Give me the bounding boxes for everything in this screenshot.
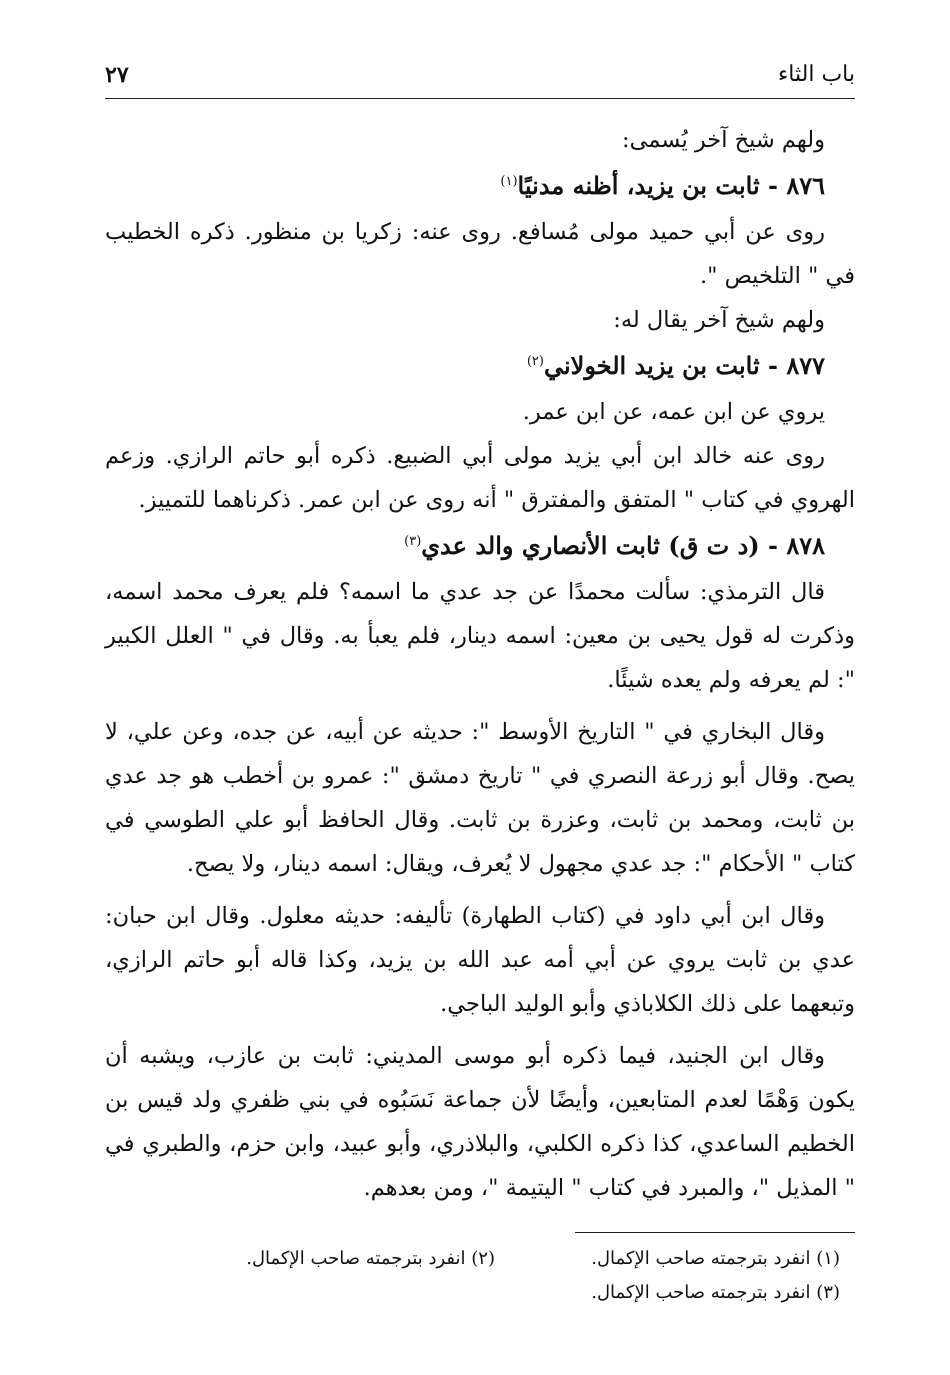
- paragraph-876-narration: روى عن أبي حميد مولى مُسافع. روى عنه: زكريا بن منظور. ذكره الخطيب في " التلخيص ".: [105, 219, 855, 289]
- footnote-ref-2: (٢): [526, 354, 544, 369]
- footnote-ref-1: (١): [500, 174, 518, 189]
- footnote-2: (٢) انفرد بترجمته صاحب الإكمال.: [246, 1248, 495, 1269]
- paragraph-878-tirmidhi: قال الترمذي: سألت محمدًا عن جد عدي ما اسمه؟ فلم يعرف محمد اسمه، وذكرت له قول يحيى بن معين: اسمه دينار، فلم يعبأ به. وقال في " العلل الكبير ": لم يعرفه ولم يعده شيئًا.: [105, 579, 855, 693]
- chapter-title: باب الثاء: [777, 62, 855, 87]
- footnote-ref-3: (٣): [404, 534, 422, 549]
- entry-heading-877: [105, 342, 855, 390]
- paragraph-878-bukhari: وقال البخاري في " التاريخ الأوسط ": حديثه عن أبيه، عن جده، وعن علي، لا يصح. وقال أبو زرعة النصري في " تاريخ دمشق ": عمرو بن أخطب هو جد عدي بن ثابت، ومحمد بن ثابت، وعزرة بن ثابت. وقال الحافظ أبو علي الطوسي في كتاب " الأحكام ": جد عدي مجهول لا يُعرف، ويقال: اسمه دينار، ولا يصح.: [105, 719, 855, 877]
- entry-heading-878-text: ٨٧٨ - (د ت ق) ثابت الأنصاري والد عدي: [421, 531, 825, 560]
- entry-heading-876: [105, 162, 855, 210]
- footnote-row-2: [105, 1276, 855, 1310]
- page-number: ٢٧: [105, 62, 129, 88]
- entry-heading-876-text: ٨٧٦ - ثابت بن يزيد، أظنه مدنيًا: [517, 171, 825, 200]
- footnote-3: (٣) انفرد بترجمته صاحب الإكمال.: [591, 1282, 840, 1303]
- footnote-row-1: [105, 1242, 855, 1276]
- paragraph-878-ibn-abi-dawud: وقال ابن أبي داود في (كتاب الطهارة) تأليفه: حديثه معلول. وقال ابن حبان: عدي بن ثابت يروي عن أبي أمه عبد الله بن يزيد، وكذا قاله أبو حاتم الرازي، وتبعهما على ذلك الكلاباذي وأبو الوليد الباجي.: [105, 903, 855, 1017]
- footnote-1: (١) انفرد بترجمته صاحب الإكمال.: [591, 1248, 840, 1269]
- paragraph-intro-877: ولهم شيخ آخر يقال له:: [613, 307, 825, 333]
- entry-heading-878: [105, 522, 855, 570]
- paragraph-877-narration: روى عنه خالد ابن أبي يزيد مولى أبي الضبيع. ذكره أبو حاتم الرازي. وزعم الهروي في كتاب " المتفق والمفترق " أنه روى عن ابن عمر. ذكرناهما للتمييز.: [105, 443, 855, 513]
- main-text: [105, 118, 855, 1210]
- running-header: [105, 58, 855, 99]
- footnote-divider: [575, 1232, 855, 1233]
- paragraph-877-transmits: يروي عن ابن عمه، عن ابن عمر.: [522, 399, 825, 425]
- footnotes: [105, 1242, 855, 1310]
- paragraph-878-ibn-al-junayd: وقال ابن الجنيد، فيما ذكره أبو موسى المديني: ثابت بن عازب، ويشبه أن يكون وَهْمًا لعدم المتابعين، وأيضًا لأن جماعة نَسَبُوه في بني ظفري ولد قيس بن الخطيم الساعدي، كذا ذكره الكلبي، والبلاذري، وأبو عبيد، وابن حزم، والطبري في " المذيل "، والمبرد في كتاب " اليتيمة "، ومن بعدهم.: [105, 1043, 855, 1201]
- entry-heading-877-text: ٨٧٧ - ثابت بن يزيد الخولاني: [543, 351, 825, 380]
- paragraph-intro-876: ولهم شيخ آخر يُسمى:: [622, 127, 825, 153]
